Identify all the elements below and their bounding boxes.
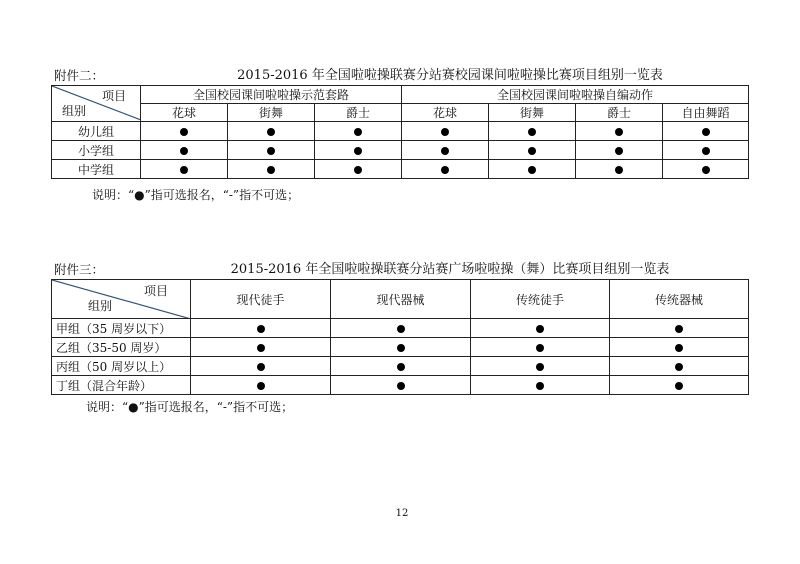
- row-label: 甲组（35 周岁以下）: [52, 319, 191, 338]
- table-2: [51, 279, 749, 395]
- dot-mark: [675, 363, 683, 371]
- mark-cell: [576, 141, 663, 160]
- dot-mark: [536, 382, 544, 390]
- dot-mark: [702, 166, 710, 174]
- column-header: 自由舞蹈: [663, 104, 749, 122]
- row-label: 丙组（50 周岁以上）: [52, 357, 191, 376]
- column-header: 街舞: [228, 104, 315, 122]
- mark-cell: [576, 122, 663, 141]
- mark-cell: [228, 160, 315, 179]
- table-row: [52, 319, 749, 338]
- mark-cell: [471, 376, 610, 395]
- table-1-note: 说明：“●”指可选报名，“-”指不可选；: [92, 188, 300, 202]
- mark-cell: [141, 160, 228, 179]
- mark-cell: [331, 338, 471, 357]
- dot-mark: [441, 166, 449, 174]
- mark-cell: [402, 122, 489, 141]
- column-header: 街舞: [489, 104, 576, 122]
- table-row: [52, 122, 749, 141]
- dot-mark: [615, 128, 623, 136]
- dot-mark: [528, 166, 536, 174]
- dot-mark: [397, 344, 405, 352]
- row-label: 小学组: [52, 141, 141, 160]
- row-label: 丁组（混合年龄）: [52, 376, 191, 395]
- dot-mark: [675, 382, 683, 390]
- column-header: 传统徒手: [471, 280, 610, 319]
- mark-cell: [315, 160, 402, 179]
- mark-cell: [489, 122, 576, 141]
- dot-mark: [257, 325, 265, 333]
- dot-mark: [257, 344, 265, 352]
- mark-cell: [610, 376, 749, 395]
- mark-cell: [315, 141, 402, 160]
- group-header-custom: 全国校园课间啦啦操自编动作: [402, 86, 749, 104]
- dot-mark: [441, 147, 449, 155]
- mark-cell: [610, 338, 749, 357]
- mark-cell: [191, 376, 331, 395]
- dot-mark: [536, 325, 544, 333]
- dot-mark: [354, 166, 362, 174]
- mark-cell: [191, 357, 331, 376]
- column-header: 现代徒手: [191, 280, 331, 319]
- table-row: [52, 338, 749, 357]
- corner-group-label: 组别: [62, 104, 87, 118]
- table-1-corner-cell: [52, 86, 141, 122]
- dot-mark: [675, 344, 683, 352]
- mark-cell: [663, 160, 749, 179]
- mark-cell: [402, 141, 489, 160]
- corner-item-label: 项目: [143, 284, 168, 298]
- dot-mark: [257, 382, 265, 390]
- column-header: 爵士: [576, 104, 663, 122]
- row-label: 乙组（35-50 周岁）: [52, 338, 191, 357]
- mark-cell: [228, 122, 315, 141]
- dot-mark: [615, 147, 623, 155]
- mark-cell: [471, 338, 610, 357]
- table-row: [52, 160, 749, 179]
- dot-mark: [528, 128, 536, 136]
- dot-mark: [397, 382, 405, 390]
- dot-mark: [180, 147, 188, 155]
- table-2-note: 说明：“●”指可选报名，“-”指不可选；: [86, 400, 294, 414]
- column-header: 现代器械: [331, 280, 471, 319]
- dot-mark: [267, 166, 275, 174]
- table-row: [52, 141, 749, 160]
- mark-cell: [331, 319, 471, 338]
- dot-mark: [267, 147, 275, 155]
- dot-mark: [354, 128, 362, 136]
- dot-mark: [267, 128, 275, 136]
- attachment-2-label: 附件二：: [54, 68, 105, 83]
- group-header-demo: 全国校园课间啦啦操示范套路: [141, 86, 402, 104]
- corner-group-label: 组别: [88, 299, 113, 313]
- column-header: 传统器械: [610, 280, 749, 319]
- mark-cell: [402, 160, 489, 179]
- dot-mark: [397, 325, 405, 333]
- dot-mark: [441, 128, 449, 136]
- column-header: 花球: [402, 104, 489, 122]
- dot-mark: [536, 344, 544, 352]
- row-label: 幼儿组: [52, 122, 141, 141]
- dot-mark: [257, 363, 265, 371]
- dot-mark: [354, 147, 362, 155]
- mark-cell: [228, 141, 315, 160]
- table-row: [52, 376, 749, 395]
- dot-mark: [615, 166, 623, 174]
- mark-cell: [663, 141, 749, 160]
- dot-mark: [702, 128, 710, 136]
- table-2-corner-cell: [52, 280, 191, 319]
- mark-cell: [610, 357, 749, 376]
- mark-cell: [663, 122, 749, 141]
- mark-cell: [191, 338, 331, 357]
- mark-cell: [610, 319, 749, 338]
- column-header: 爵士: [315, 104, 402, 122]
- table-row: [52, 357, 749, 376]
- mark-cell: [331, 376, 471, 395]
- mark-cell: [471, 357, 610, 376]
- mark-cell: [489, 160, 576, 179]
- table-1-title: 2015-2016 年全国啦啦操联赛分站赛校园课间啦啦操比赛项目组别一览表: [237, 68, 663, 83]
- mark-cell: [576, 160, 663, 179]
- corner-item-label: 项目: [101, 89, 126, 103]
- dot-mark: [180, 128, 188, 136]
- mark-cell: [315, 122, 402, 141]
- mark-cell: [471, 319, 610, 338]
- mark-cell: [141, 122, 228, 141]
- dot-mark: [528, 147, 536, 155]
- dot-mark: [702, 147, 710, 155]
- mark-cell: [489, 141, 576, 160]
- table-1: [51, 85, 749, 179]
- mark-cell: [191, 319, 331, 338]
- row-label: 中学组: [52, 160, 141, 179]
- dot-mark: [180, 166, 188, 174]
- column-header: 花球: [141, 104, 228, 122]
- diagonal-line: [52, 280, 191, 319]
- mark-cell: [331, 357, 471, 376]
- attachment-3-label: 附件三：: [54, 262, 105, 277]
- page-number: 12: [395, 508, 409, 519]
- dot-mark: [675, 325, 683, 333]
- dot-mark: [397, 363, 405, 371]
- mark-cell: [141, 141, 228, 160]
- dot-mark: [536, 363, 544, 371]
- table-2-title: 2015-2016 年全国啦啦操联赛分站赛广场啦啦操（舞）比赛项目组别一览表: [230, 262, 670, 277]
